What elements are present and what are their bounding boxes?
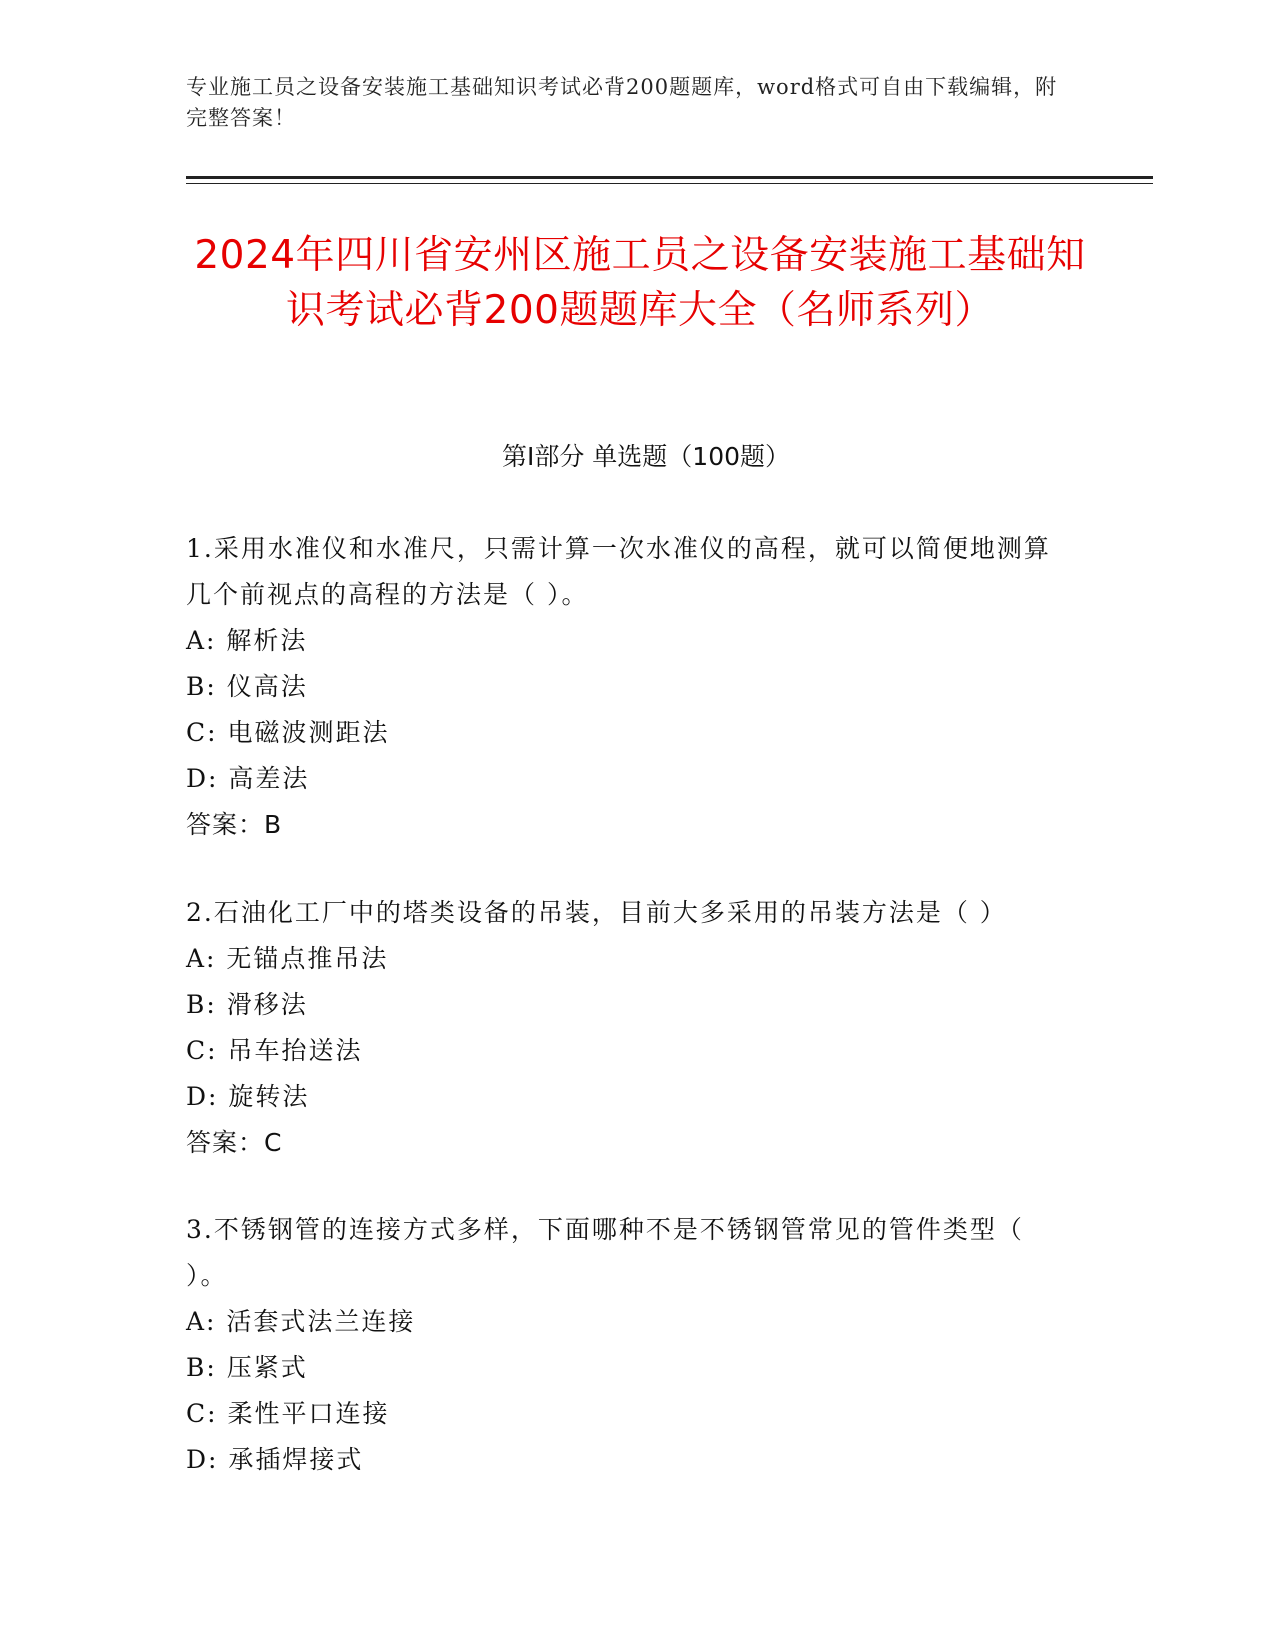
question-stem: 3.不锈钢管的连接方式多样，下面哪种不是不锈钢管常见的管件类型（ ）。 [186, 1215, 1024, 1290]
header-rule-thin [186, 183, 1153, 184]
option-a: A: 无锚点推吊法 [186, 944, 389, 973]
option-c: C: 电磁波测距法 [186, 718, 390, 747]
answer: 答案：C [186, 1128, 283, 1157]
question-stem: 1.采用水准仪和水准尺，只需计算一次水准仪的高程，就可以简便地测算几个前视点的高程的方法是（ ）。 [186, 534, 1051, 609]
option-b: B: 滑移法 [186, 990, 308, 1019]
question-stem: 2.石油化工厂中的塔类设备的吊装，目前大多采用的吊装方法是（ ） [186, 898, 1007, 927]
option-a: A: 解析法 [186, 626, 308, 655]
header-rule-thick [186, 176, 1153, 179]
option-c: C: 柔性平口连接 [186, 1399, 390, 1428]
option-d: D: 旋转法 [186, 1082, 310, 1111]
option-c: C: 吊车抬送法 [186, 1036, 363, 1065]
question-3 [186, 1207, 1066, 1483]
option-a: A: 活套式法兰连接 [186, 1307, 416, 1336]
option-d: D: 承插焊接式 [186, 1445, 364, 1474]
option-b: B: 仪高法 [186, 672, 308, 701]
header-note: 专业施工员之设备安装施工基础知识考试必背200题题库，word格式可自由下载编辑，附完整答案！ [186, 75, 1058, 130]
option-b: B: 压紧式 [186, 1353, 308, 1382]
answer: 答案：B [186, 810, 283, 839]
document-title: 2024年四川省安州区施工员之设备安装施工基础知识考试必背200题题库大全（名师系列） [194, 233, 1086, 333]
section-title: 第I部分 单选题（100题） [501, 442, 791, 471]
question-2 [186, 890, 1066, 1166]
question-1 [186, 526, 1066, 848]
option-d: D: 高差法 [186, 764, 310, 793]
